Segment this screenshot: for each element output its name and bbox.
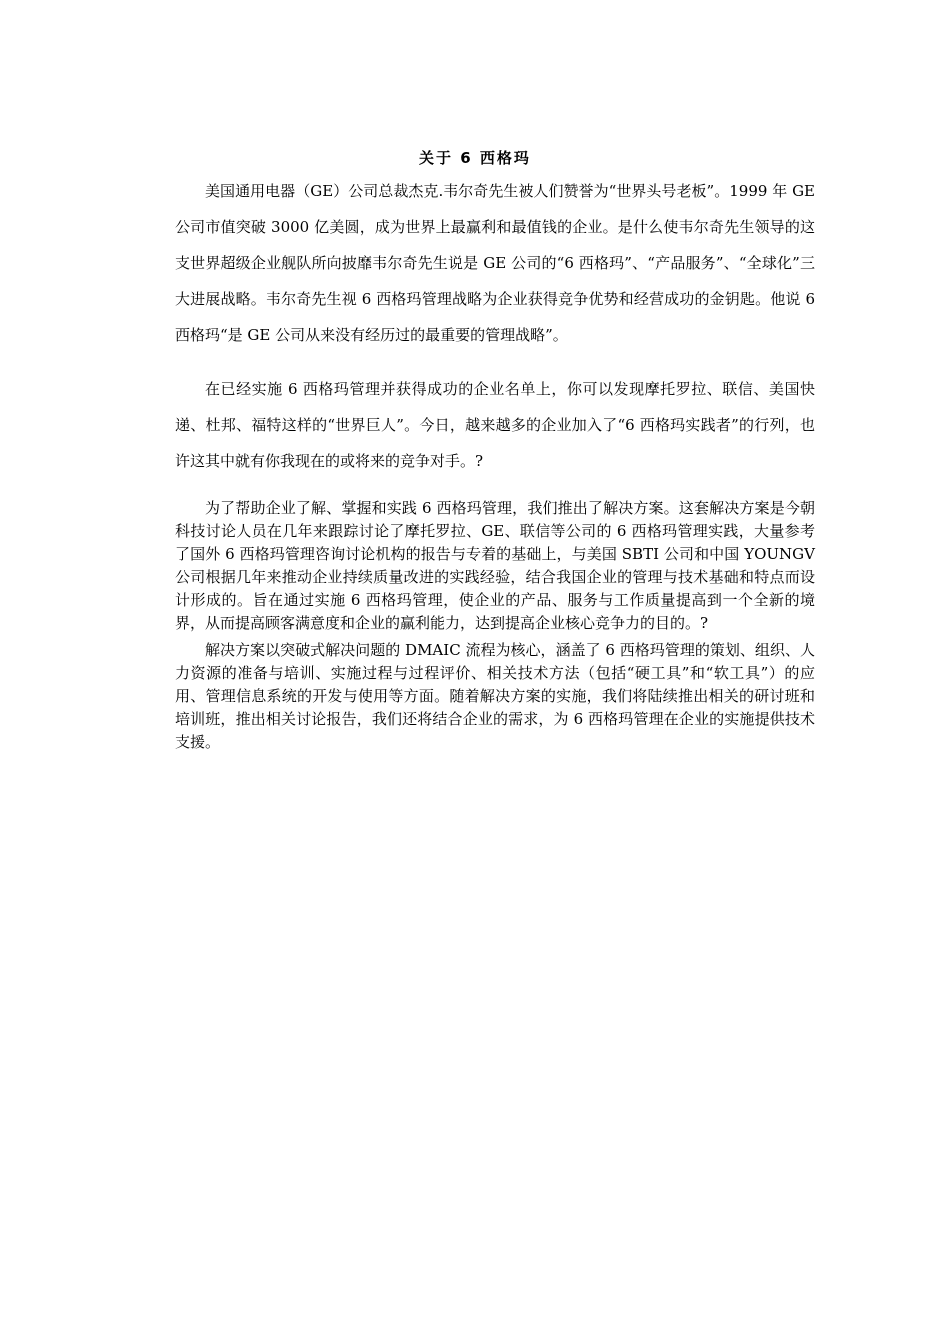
paragraph-solution-scope: 解决方案以突破式解决问题的 DMAIC 流程为核心，涵盖了 6 西格玛管理的策划、组织、人力资源的准备与培训、实施过程与过程评价、相关技术方法（包括“硬工具”和“软工具”）的应用、管理信息系统的开发与使用等方面。随着解决方案的实施，我们将陆续推出相关的研讨班和培训班，推出相关讨论报告，我们还将结合企业的需求，为 6 西格玛管理在企业的实施提供技术支援。	[175, 641, 815, 751]
paragraph-ge-intro: 美国通用电器（GE）公司总裁杰克.韦尔奇先生被人们赞誉为“世界头号老板”。1999 年 GE 公司市值突破 3000 亿美圆，成为世界上最赢利和最值钱的企业。是什么使韦尔奇先生领导的这支世界超级企业舰队所向披靡韦尔奇先生说是 GE 公司的“6 西格玛”、“产品服务”、“全球化”三大进展战略。韦尔奇先生视 6 西格玛管理战略为企业获得竞争优势和经营成功的金钥匙。他说 6 西格玛“是 GE 公司从来没有经历过的最重要的管理战略”。	[175, 182, 815, 344]
paragraph-successful-companies: 在已经实施 6 西格玛管理并获得成功的企业名单上，你可以发现摩托罗拉、联信、美国快递、杜邦、福特这样的“世界巨人”。今日，越来越多的企业加入了“6 西格玛实践者”的行列，也许这其中就有你我现在的或将来的竞争对手。?	[175, 380, 815, 470]
document-body	[175, 173, 815, 754]
document-title: 关于 6 西格玛	[419, 149, 531, 167]
paragraph-solution-purpose: 为了帮助企业了解、掌握和实践 6 西格玛管理，我们推出了解决方案。这套解决方案是今朝科技讨论人员在几年来跟踪讨论了摩托罗拉、GE、联信等公司的 6 西格玛管理实践，大量参考了国外 6 西格玛管理咨询讨论机构的报告与专着的基础上，与美国 SBTI 公司和中国 YOUNGV 公司根据几年来推动企业持续质量改进的实践经验，结合我国企业的管理与技术基础和特点而设计形成的。旨在通过实施 6 西格玛管理，使企业的产品、服务与工作质量提高到一个全新的境界，从而提高顾客满意度和企业的赢利能力，达到提高企业核心竞争力的目的。?	[175, 499, 815, 632]
